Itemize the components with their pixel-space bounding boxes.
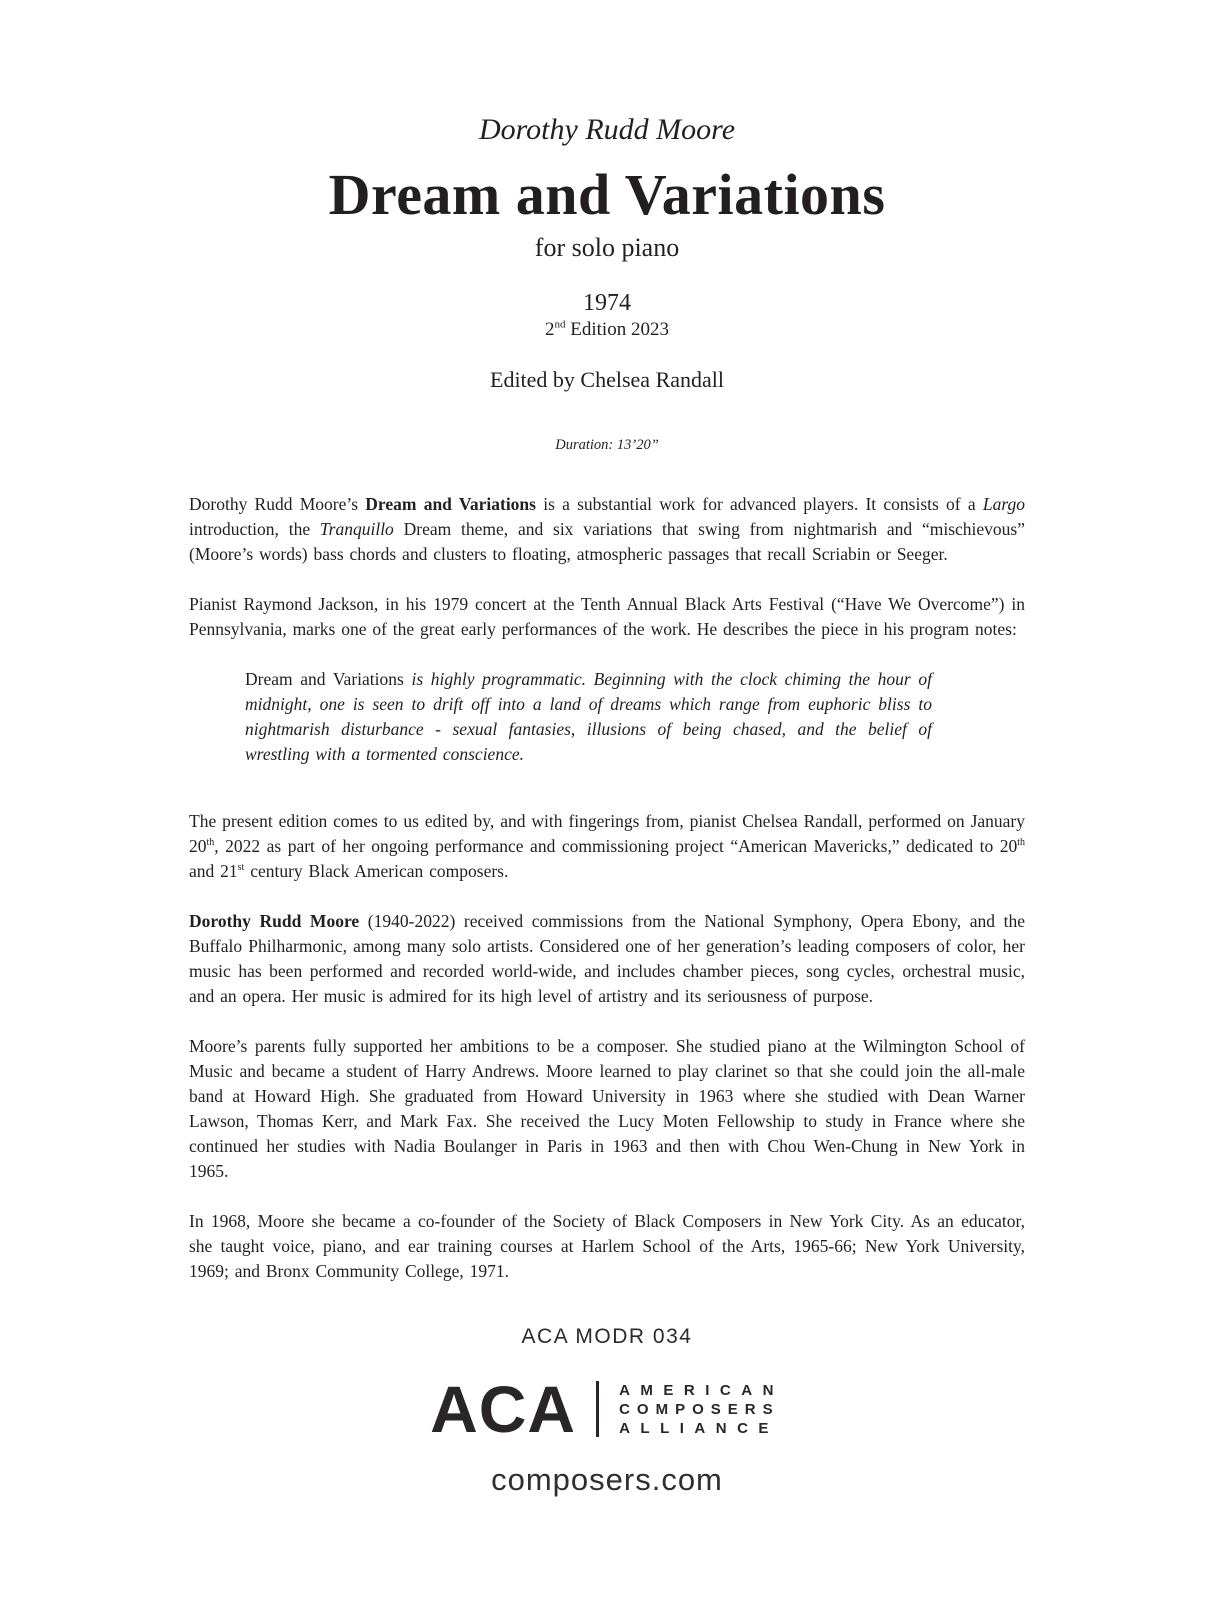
wordmark-line: AMERICAN bbox=[619, 1381, 784, 1399]
composer-name-mention: Dorothy Rudd Moore bbox=[189, 911, 360, 931]
work-title: Dream and Variations bbox=[328, 162, 886, 227]
aca-logo-wordmark bbox=[619, 1381, 784, 1438]
text-segment: and 21 bbox=[189, 861, 238, 881]
title-block bbox=[0, 0, 1214, 454]
tempo-term-largo: Largo bbox=[982, 494, 1026, 514]
text-segment: century Black American composers. bbox=[244, 861, 509, 881]
quote-text: is highly programmatic. Beginning with the clock chiming the hour of midnight, one is seen to drift off into a land of dreams which range from euphoric bliss to nightmarish disturbance - sexual fantasies, illusions of being chased, and the belief of wrestling with a tormented conscience. bbox=[245, 669, 932, 764]
ordinal-suffix: th bbox=[1017, 837, 1025, 849]
publisher-footer bbox=[0, 1324, 1214, 1498]
logo-divider-bar bbox=[596, 1381, 599, 1437]
edition-text: Edition 2023 bbox=[565, 319, 669, 340]
editor-credit: Edited by Chelsea Randall bbox=[490, 367, 724, 392]
website-url: composers.com bbox=[491, 1462, 723, 1497]
wordmark-line: COMPOSERS bbox=[619, 1400, 780, 1418]
paragraph-composer-education: Moore’s parents fully supported her ambitions to be a composer. She studied piano at the Wilmington School of Music and became a student of Harry Andrews. Moore learned to play clarinet so that she could join the all-male band at Howard High. She graduated from Howard University in 1963 where she studied with Dean Warner Lawson, Thomas Kerr, and Mark Fax. She received the Lucy Moten Fellowship to study in France where she continued her studies with Nadia Boulanger in Paris in 1963 and then with Chou Wen-Chung in New York in 1965. bbox=[189, 1036, 1025, 1181]
text-segment: introduction, the bbox=[189, 519, 320, 539]
aca-logo-abbreviation: ACA bbox=[430, 1372, 577, 1446]
text-segment: Dorothy Rudd Moore’s bbox=[189, 494, 366, 514]
program-note-quote bbox=[245, 667, 932, 767]
paragraph-composer-bio bbox=[189, 909, 1025, 1009]
composer-name: Dorothy Rudd Moore bbox=[478, 113, 736, 146]
edition-ordinal-suffix: nd bbox=[554, 318, 566, 331]
work-title-mention: Dream and Variations bbox=[365, 494, 536, 514]
aca-logo bbox=[0, 1372, 1214, 1446]
tempo-term-tranquillo: Tranquillo bbox=[319, 519, 394, 539]
edition-number: 2 bbox=[545, 319, 555, 340]
text-segment: , 2022 as part of her ongoing performance and commissioning project “American Mavericks,” dedicated to 20 bbox=[214, 836, 1018, 856]
paragraph-work-description bbox=[189, 492, 1025, 567]
composition-year: 1974 bbox=[583, 290, 631, 316]
duration-note: Duration: 13’20” bbox=[555, 437, 659, 453]
paragraph-edition-info bbox=[189, 809, 1025, 884]
wordmark-line: ALLIANCE bbox=[619, 1419, 779, 1437]
text-segment: Dream theme, and six variations that swing from nightmarish and “mischievous” (Moore’s words) bass chords and clusters to floating, atmospheric passages that recall Scriabin or Seeger. bbox=[189, 519, 1025, 564]
program-notes bbox=[189, 492, 1025, 1284]
paragraph-composer-career: In 1968, Moore she became a co-founder of the Society of Black Composers in New York City. As an educator, she taught voice, piano, and ear training courses at Harlem School of the Arts, 1965-66; New York University, 1969; and Bronx Community College, 1971. bbox=[189, 1211, 1025, 1281]
work-title-mention: Dream and Variations bbox=[245, 669, 412, 689]
text-segment: (1940-2022) received commissions from the National Symphony, Opera Ebony, and the Buffalo Philharmonic, among many solo artists. Considered one of her generation’s leading composers of color, her music has been performed and recorded world-wide, and includes chamber pieces, song cycles, orchestral music, and an opera. Her music is admired for its high level of artistry and its seriousness of purpose. bbox=[189, 911, 1026, 1006]
text-segment: The present edition comes to us edited by, and with fingerings from, pianist Chelsea Randall, performed on January 20 bbox=[189, 811, 1025, 856]
catalog-number: ACA MODR 034 bbox=[521, 1325, 693, 1348]
ordinal-suffix: st bbox=[237, 862, 245, 874]
paragraph-premiere-history: Pianist Raymond Jackson, in his 1979 concert at the Tenth Annual Black Arts Festival (“Have We Overcome”) in Pennsylvania, marks one of the great early performances of the work. He describes the piece in his program notes: bbox=[189, 594, 1025, 639]
work-subtitle: for solo piano bbox=[534, 233, 680, 262]
edition-note bbox=[0, 318, 1214, 342]
ordinal-suffix: th bbox=[206, 837, 215, 849]
text-segment: is a substantial work for advanced players. It consists of a bbox=[535, 494, 983, 514]
